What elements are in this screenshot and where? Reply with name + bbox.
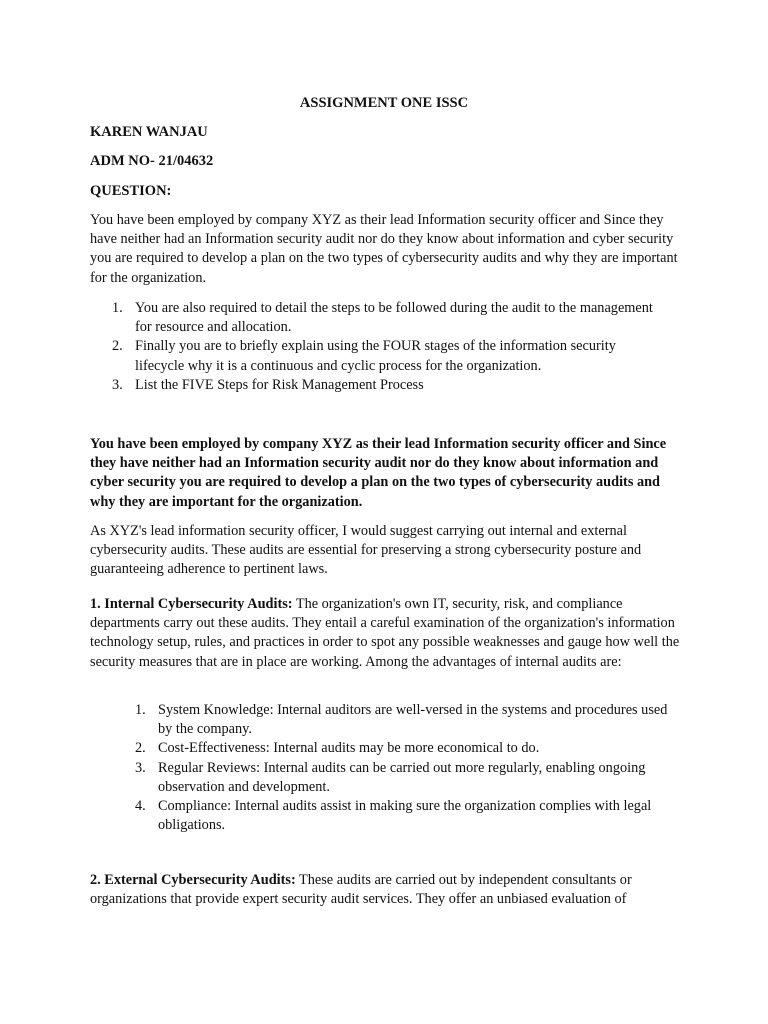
list-number: 3. (135, 759, 146, 776)
external-audits-heading: 2. External Cybersecurity Audits: (90, 872, 296, 888)
internal-audits-text: The organization's own IT, security, risk, and compliance departments carry out these audits. They entail a careful examination of the organization's information technology setup, rules, and practices in order to spot any possible weaknesses and gauge how well the security measures that are in place are working. Among the advantages of internal audits are: (90, 596, 680, 670)
question-text: You have been employed by company XYZ as their lead Information security officer and Since they have neither had an Information security audit nor do they know about information and cyber security you are required to develop a plan on the two types of cybersecurity audits and why they are important for the organization. (90, 212, 678, 286)
answer-heading: You have been employed by company XYZ as their lead Information security officer and Since they have neither had an Information security audit nor do they know about information and cyber security you are required to develop a plan on the two types of cybersecurity audits and why they are important for the organization. (90, 436, 667, 510)
internal-audits-heading: 1. Internal Cybersecurity Audits: (90, 596, 293, 612)
list-item-text: You are also required to detail the steps to be followed during the audit to the management for resource and allocation. (135, 300, 653, 336)
list-number: 4. (135, 798, 146, 815)
list-item-text: List the FIVE Steps for Risk Management Process (135, 376, 424, 393)
list-item-text: Finally you are to briefly explain using the FOUR stages of the information security lifecycle why it is a continuous and cyclic process for the organization. (135, 338, 616, 374)
list-number: 1. (112, 300, 123, 316)
list-item (113, 739, 683, 758)
internal-audits-paragraph (90, 595, 680, 672)
list-item-text: Compliance: Internal audits assist in making sure the organization complies with legal obligations. (158, 798, 652, 834)
list-number: 2. (135, 740, 146, 757)
internal-advantages-list (113, 701, 683, 835)
question-heading: QUESTION: (90, 183, 172, 199)
list-item (113, 797, 683, 835)
question-list (90, 299, 665, 395)
list-number: 3. (112, 376, 123, 393)
list-item (90, 376, 665, 395)
list-item-text: Regular Reviews: Internal audits can be carried out more regularly, enabling ongoing observation and development. (158, 759, 646, 795)
list-item (90, 299, 665, 337)
list-item (90, 337, 665, 375)
list-item-text: Cost-Effectiveness: Internal audits may be more economical to do. (158, 740, 540, 757)
answer-intro: As XYZ's lead information security officer, I would suggest carrying out internal and external cybersecurity audits. These audits are essential for preserving a strong cybersecurity posture and guaranteeing adherence to pertinent laws. (90, 523, 642, 578)
list-item (113, 701, 683, 739)
admission-number: ADM NO- 21/04632 (90, 153, 214, 169)
list-item-text: System Knowledge: Internal auditors are well-versed in the systems and procedures used by the company. (158, 702, 668, 738)
list-number: 1. (135, 702, 146, 718)
external-audits-paragraph (90, 871, 680, 909)
author-name: KAREN WANJAU (90, 124, 208, 140)
list-item (113, 759, 683, 797)
external-audits-text: These audits are carried out by independent consultants or organizations that provide expert security audit services. They offer an unbiased evaluation of (90, 872, 632, 908)
list-number: 2. (112, 338, 123, 355)
document-title: ASSIGNMENT ONE ISSC (299, 95, 469, 111)
